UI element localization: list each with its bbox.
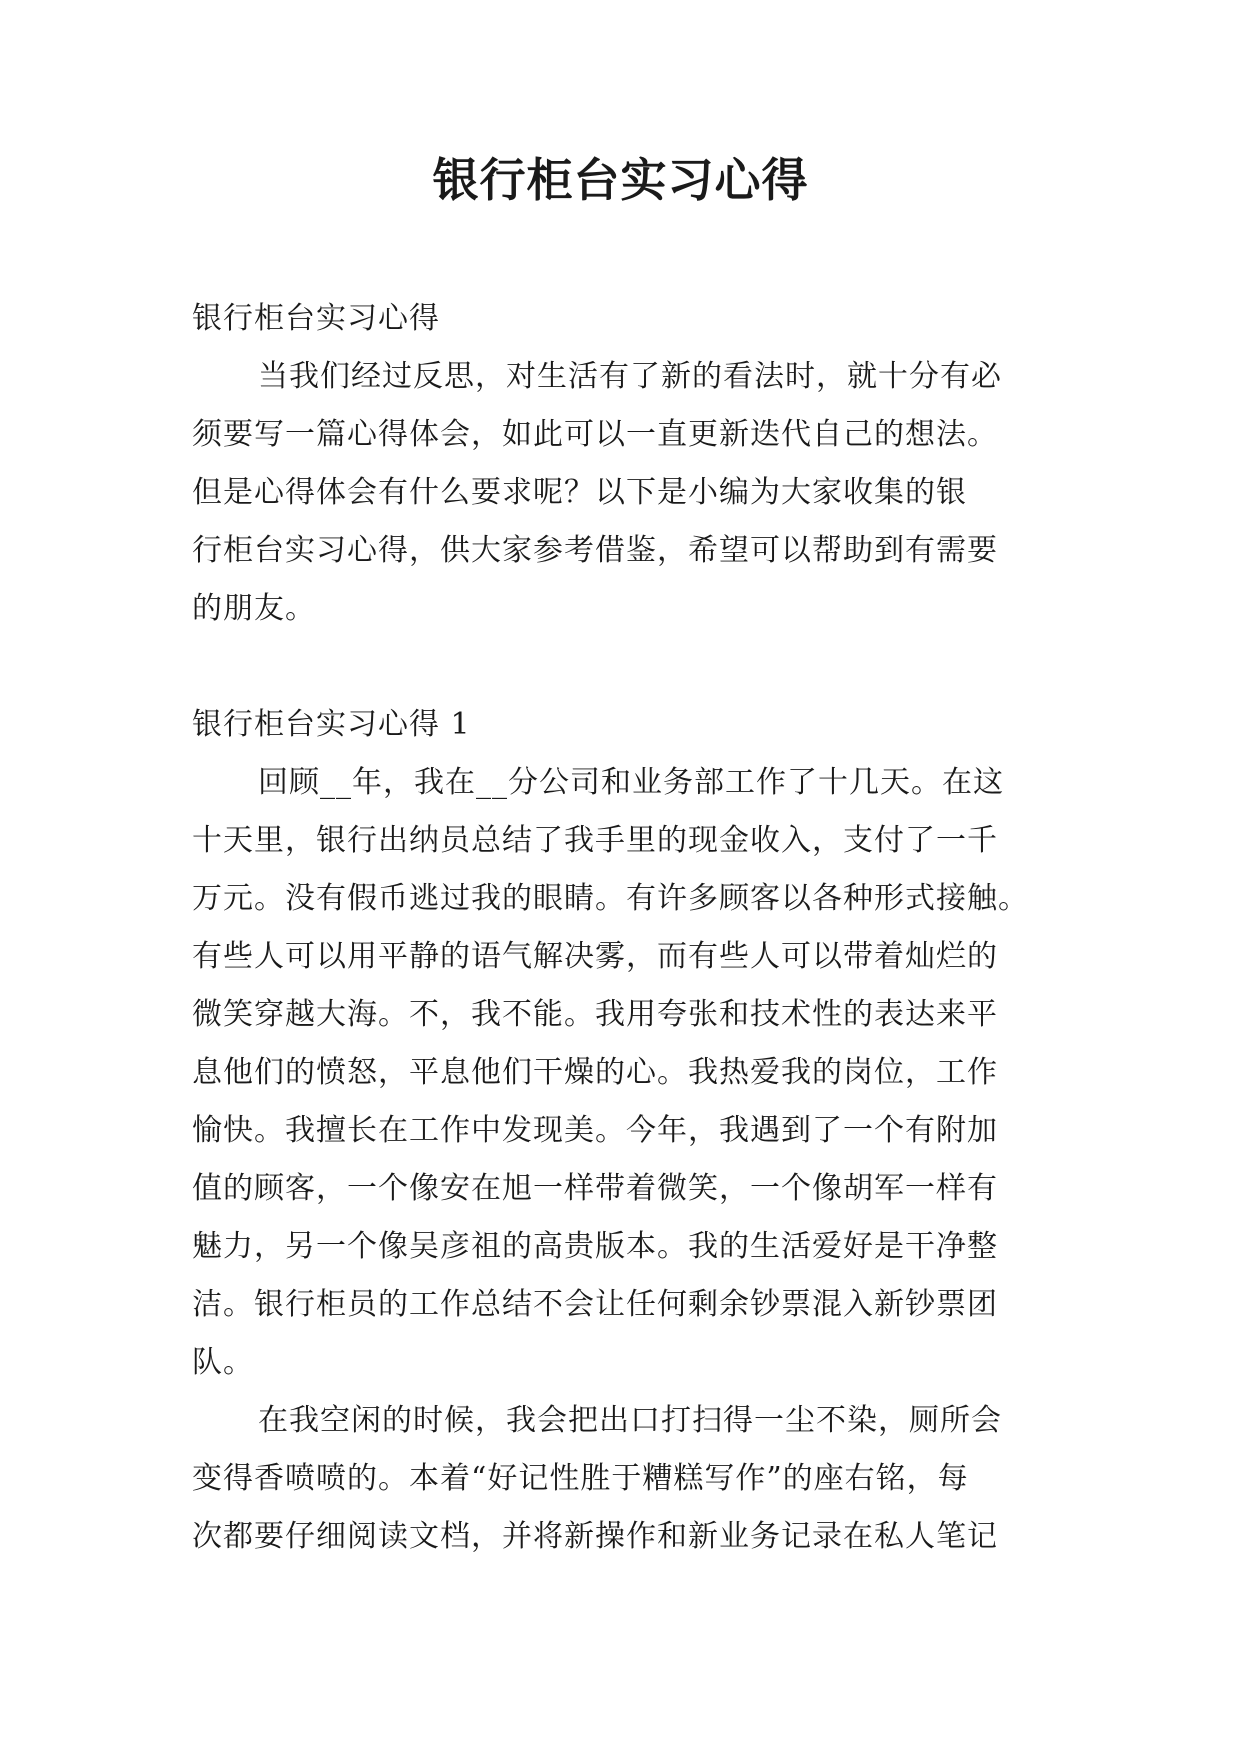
document-body	[192, 290, 1058, 1566]
intro-line: 须要写一篇心得体会，如此可以一直更新迭代自己的想法。	[192, 417, 998, 452]
intro-line: 但是心得体会有什么要求呢？以下是小编为大家收集的银	[192, 475, 967, 510]
paragraph-line: 十天里，银行出纳员总结了我手里的现金收入，支付了一千	[192, 823, 998, 858]
intro-line: 当我们经过反思，对生活有了新的看法时，就十分有必	[258, 359, 1002, 394]
paragraph-line: 值的顾客，一个像安在旭一样带着微笑，一个像胡军一样有	[192, 1171, 998, 1206]
paragraph-line: 洁。银行柜员的工作总结不会让任何剩余钞票混入新钞票团	[192, 1287, 998, 1322]
document-title: 银行柜台实习心得	[432, 153, 809, 207]
paragraph-line: 回顾__年，我在__分公司和业务部工作了十几天。在这	[258, 765, 1004, 800]
paragraph-line: 队。	[192, 1345, 254, 1380]
paragraph-line: 变得香喷喷的。本着“好记性胜于糟糕写作”的座右铭，每	[192, 1461, 969, 1496]
paragraph-line: 息他们的愤怒，平息他们干燥的心。我热爱我的岗位，工作	[192, 1055, 998, 1090]
section-heading: 银行柜台实习心得 1	[192, 707, 471, 742]
intro-line: 的朋友。	[192, 591, 316, 626]
paragraph-line: 魅力，另一个像吴彦祖的高贵版本。我的生活爱好是干净整	[192, 1229, 998, 1264]
paragraph-line: 在我空闲的时候，我会把出口打扫得一尘不染，厕所会	[258, 1403, 1002, 1438]
intro-heading: 银行柜台实习心得	[192, 301, 440, 336]
intro-line: 行柜台实习心得，供大家参考借鉴，希望可以帮助到有需要	[192, 533, 998, 568]
paragraph-gap	[192, 638, 1058, 696]
paragraph-line: 有些人可以用平静的语气解决雾，而有些人可以带着灿烂的	[192, 939, 998, 974]
paragraph-line: 微笑穿越大海。不，我不能。我用夸张和技术性的表达来平	[192, 997, 998, 1032]
paragraph-line: 万元。没有假币逃过我的眼睛。有许多顾客以各种形式接触。	[192, 881, 1029, 916]
paragraph-line: 次都要仔细阅读文档，并将新操作和新业务记录在私人笔记	[192, 1519, 998, 1554]
paragraph-line: 愉快。我擅长在工作中发现美。今年，我遇到了一个有附加	[192, 1113, 998, 1148]
